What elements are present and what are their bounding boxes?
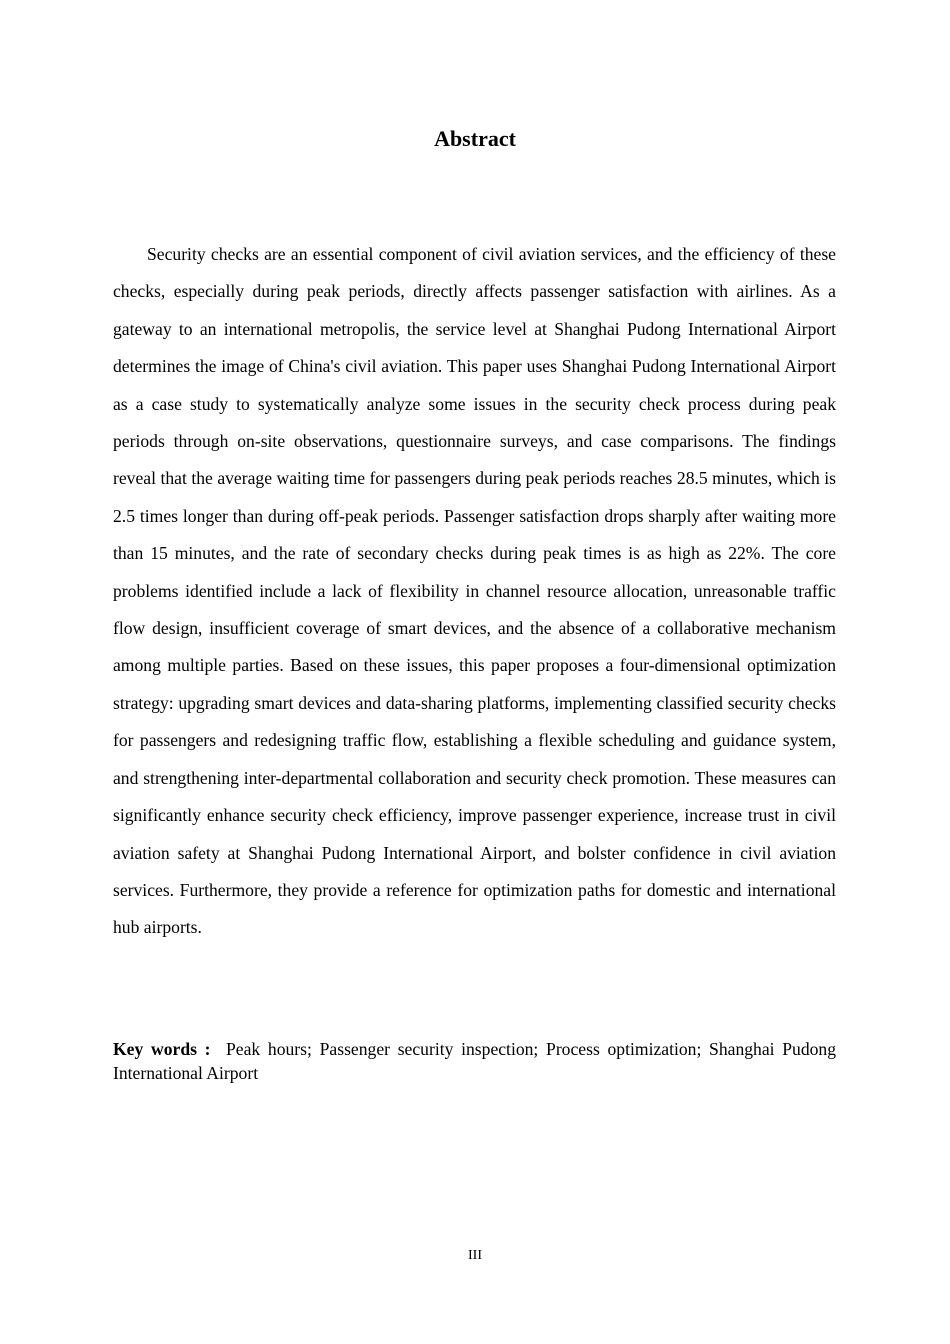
keywords-line [113, 1037, 836, 1085]
abstract-paragraph: Security checks are an essential component of civil aviation services, and the efficiency of these checks, especially during peak periods, directly affects passenger satisfaction with airlines. As a gateway to an international metropolis, the service level at Shanghai Pudong International Airport determines the image of China's civil aviation. This paper uses Shanghai Pudong International Airport as a case study to systematically analyze some issues in the security check process during peak periods through on-site observations, questionnaire surveys, and case comparisons. The findings reveal that the average waiting time for passengers during peak periods reaches 28.5 minutes, which is 2.5 times longer than during off-peak periods. Passenger satisfaction drops sharply after waiting more than 15 minutes, and the rate of secondary checks during peak times is as high as 22%. The core problems identified include a lack of flexibility in channel resource allocation, unreasonable traffic flow design, insufficient coverage of smart devices, and the absence of a collaborative mechanism among multiple parties. Based on these issues, this paper proposes a four-dimensional optimization strategy: upgrading smart devices and data-sharing platforms, implementing classified security checks for passengers and redesigning traffic flow, establishing a flexible scheduling and guidance system, and strengthening inter-departmental collaboration and security check promotion. These measures can significantly enhance security check efficiency, improve passenger experience, increase trust in civil aviation safety at Shanghai Pudong International Airport, and bolster confidence in civil aviation services. Furthermore, they provide a reference for optimization paths for domestic and international hub airports. [113, 244, 836, 938]
keywords-label: Key words : [113, 1039, 211, 1059]
page-title: Abstract [434, 126, 516, 151]
keywords-text: Peak hours; Passenger security inspection; Process optimization; Shanghai Pudong International Airport [113, 1039, 837, 1083]
page-number: III [468, 1248, 482, 1263]
